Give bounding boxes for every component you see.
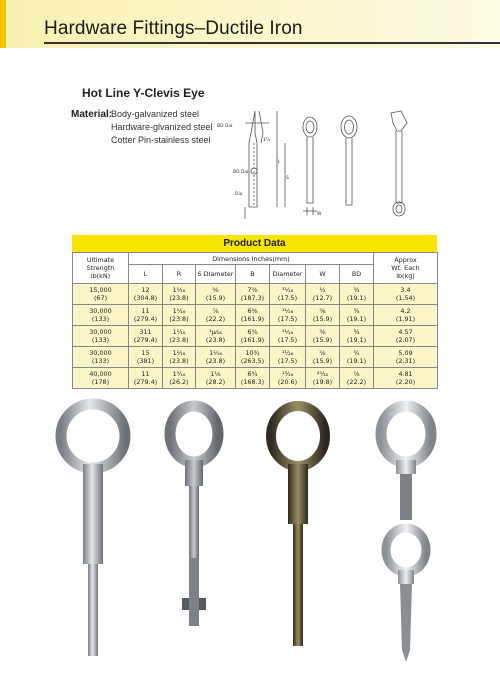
table-title: Product Data	[72, 235, 437, 252]
photo-long-eye-bolt-silver	[48, 398, 138, 658]
table-cell-b: 6³⁄₄ (168.3)	[236, 368, 270, 389]
table-cell-l: 11 (279.4)	[129, 305, 163, 326]
table-cell-strength: 40,000 (178)	[73, 368, 129, 389]
table-cell-b: 7³⁄₈ (187.3)	[236, 284, 270, 305]
header-strength: Ultimate Strength lb(kN)	[73, 253, 129, 284]
header-weight: Approx Wt. Each lb(kg)	[374, 253, 438, 284]
table-cell-bd: ³⁄₄ (19.1)	[340, 305, 374, 326]
table-cell-r: 1¹⁄₁₆ (23.8)	[163, 347, 196, 368]
col-header-diameter: Diameter	[270, 265, 306, 284]
table-cell-s: 1¹⁄₁₆ (23.8)	[196, 347, 236, 368]
table-cell-wt: 4.2 (1.91)	[374, 305, 438, 326]
col-header-b: B	[236, 265, 270, 284]
table-cell-bd: ⁷⁄₈ (22.2)	[340, 368, 374, 389]
table-cell-s: ⁷⁄₈ (22.2)	[196, 305, 236, 326]
table-cell-l: 12 (304.8)	[129, 284, 163, 305]
col-header-bd: BD	[340, 265, 374, 284]
diagram-label-bd-dia-mid: BD Dia	[233, 170, 249, 175]
table-cell-wt: 4.57 (2.07)	[374, 326, 438, 347]
table-cell-s: 1¹⁄₈ (28.2)	[196, 368, 236, 389]
photo-lag-eye-screw	[372, 520, 440, 665]
table-cell-l: 11 (279.4)	[129, 368, 163, 389]
header-dimensions: Dimensions Inches(mm)	[129, 253, 374, 265]
table-row	[73, 368, 438, 389]
table-cell-w: ⁵⁄₈ (15.9)	[306, 305, 340, 326]
product-title: Hot Line Y-Clevis Eye	[82, 86, 205, 100]
photo-short-eye-bolt	[368, 398, 444, 523]
col-header-r: R	[163, 265, 196, 284]
diagram-label-fraction: 1¹⁄₂	[263, 138, 271, 143]
col-header-l: L	[129, 265, 163, 284]
material-item: Cotter Pin-stainless steel	[111, 135, 211, 145]
table-cell-s: ¹µ⁄₁₆ (23.8)	[196, 326, 236, 347]
table-cell-strength: 15,000 (67)	[73, 284, 129, 305]
table-cell-w: ¹⁄₂ (12.7)	[306, 284, 340, 305]
table-row	[73, 305, 438, 326]
y-clevis-eye-drawing	[215, 103, 435, 223]
diagram-label-w: W	[317, 212, 322, 217]
table-cell-l: 15 (381)	[129, 347, 163, 368]
table-cell-b: 6³⁄₈ (161.9)	[236, 326, 270, 347]
table-cell-d: ¹¹⁄₁₆ (17.5)	[270, 305, 306, 326]
table-cell-wt: 5.09 (2.31)	[374, 347, 438, 368]
table-cell-r: 1¹⁄₁₆ (23.8)	[163, 284, 196, 305]
table-cell-bd: ³⁄₄ (19.1)	[340, 284, 374, 305]
table-row	[73, 347, 438, 368]
table-cell-d: ¹³⁄₁₆ (20.6)	[270, 368, 306, 389]
header-accent-stripe	[0, 0, 6, 48]
table-cell-d: ¹¹⁄₁₆ (17.5)	[270, 326, 306, 347]
table-cell-r: 1¹⁄₁₆ (23.8)	[163, 326, 196, 347]
diagram-label-l: L	[278, 160, 281, 165]
material-item: Hardware-glvanized steel	[111, 122, 213, 132]
table-cell-r: 1¹⁄₁₆ (23.8)	[163, 305, 196, 326]
material-item: Body-galvanized steel	[111, 109, 200, 119]
table-cell-w: ⁵⁄₈ (15.9)	[306, 326, 340, 347]
col-header-w: W	[306, 265, 340, 284]
material-label: Material:	[71, 109, 113, 120]
technical-drawing	[215, 103, 435, 223]
table-cell-l: 311 (279.4)	[129, 326, 163, 347]
table-cell-b: 10³⁄₄ (263.5)	[236, 347, 270, 368]
diagram-label-bd-dia-top: BD Dia	[217, 124, 233, 129]
col-header-s-diameter: S Diameter	[196, 265, 236, 284]
header-underline	[44, 42, 500, 44]
table-cell-w: ²⁵⁄₃₂ (19.8)	[306, 368, 340, 389]
table-cell-bd: ³⁄₄ (19.1)	[340, 347, 374, 368]
table-cell-d: ¹¹⁄₁₆ (17.5)	[270, 347, 306, 368]
product-data-table	[72, 235, 437, 389]
table-cell-d: ¹¹⁄₁₆ (17.5)	[270, 284, 306, 305]
table-cell-b: 6³⁄₈ (161.9)	[236, 305, 270, 326]
table-cell-r: 1⁵⁄₁₆ (26.2)	[163, 368, 196, 389]
table-cell-w: ⁵⁄₈ (15.9)	[306, 347, 340, 368]
page-title: Hardware Fittings–Ductile Iron	[44, 18, 303, 39]
table-cell-strength: 30,000 (133)	[73, 347, 129, 368]
table-body	[73, 284, 438, 389]
material-list	[111, 108, 213, 147]
diagram-label-dia: Dia	[235, 192, 243, 197]
table-row	[73, 284, 438, 305]
table-cell-s: ⁵⁄₈ (15.9)	[196, 284, 236, 305]
table-cell-strength: 30,000 (133)	[73, 326, 129, 347]
spec-table	[72, 252, 438, 389]
diagram-label-s: S	[286, 176, 289, 181]
table-cell-wt: 4.81 (2.20)	[374, 368, 438, 389]
table-cell-wt: 3.4 (1.54)	[374, 284, 438, 305]
table-row	[73, 326, 438, 347]
table-cell-bd: ³⁄₄ (19.1)	[340, 326, 374, 347]
photo-eye-bolt-bronze	[258, 400, 338, 650]
photo-eye-bolt-with-nut	[158, 398, 230, 633]
table-cell-strength: 30,000 (133)	[73, 305, 129, 326]
